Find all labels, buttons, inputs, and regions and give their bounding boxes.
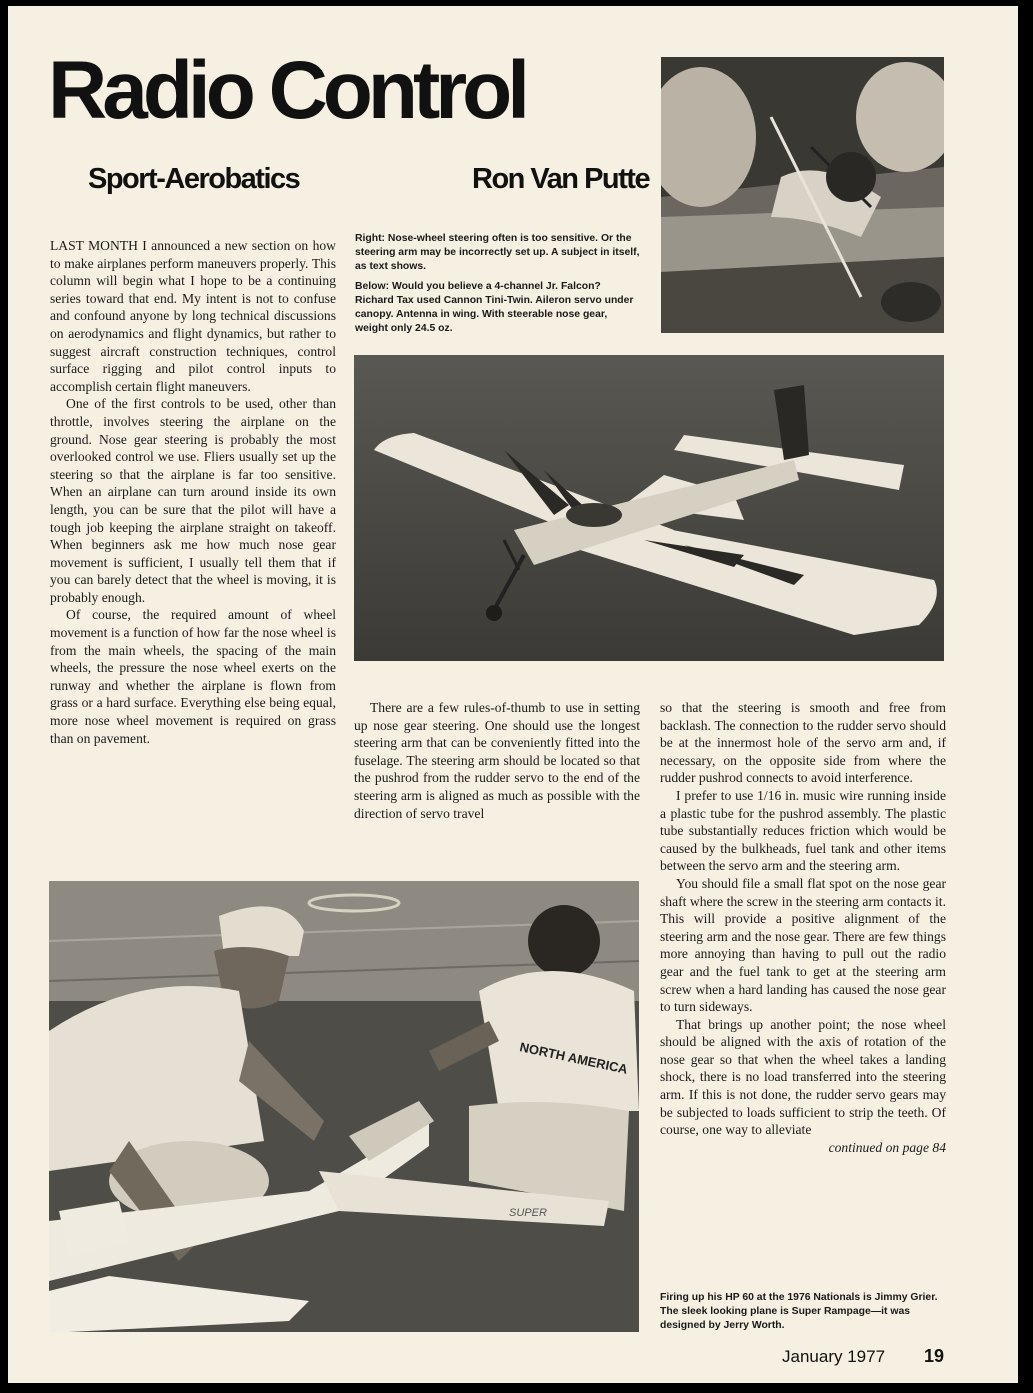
continued-note: continued on page 84 xyxy=(828,1139,946,1155)
article-paragraph: There are a few rules-of-thumb to use in setting up nose gear steering. One should use the longest steering arm that can be conveniently fitted into the fuselage. The steering arm should be located so that the pushrod from the rudder servo to the end of the steering arm is aligned as much as possible with the direction of servo travel xyxy=(354,700,640,821)
article-column-3 xyxy=(660,699,946,1156)
nationals-photo xyxy=(49,881,639,1332)
photo-captions xyxy=(355,232,640,336)
column-name: Sport-Aerobatics xyxy=(88,163,300,195)
page-number: 19 xyxy=(924,1346,945,1366)
right-photo-caption: Right: Nose-wheel steering often is too sensitive. Or the steering arm may be incorrectly set up. A subject in itself, as text shows. xyxy=(355,233,640,272)
article-paragraph: You should file a small flat spot on the nose gear shaft where the screw in the steering arm contacts it. This will provide a positive alignment of the steering arm and the nose gear. There are few things more annoying than having to pull out the radio gear and the fuel tank to get at the steering arm screw when a hard landing has caused the nose gear to turn sideways. xyxy=(660,875,946,1015)
nationals-photo-caption xyxy=(660,1291,946,1333)
jr-falcon-photo xyxy=(354,355,944,661)
article-column-2 xyxy=(354,699,640,822)
page-title: Radio Control xyxy=(48,45,526,136)
below-photo-caption: Below: Would you believe a 4-channel Jr. Falcon? Richard Tax used Cannon Tini-Twin. Aileron servo under canopy. Antenna in wing. With steerable nose gear, weight only 24.5 oz. xyxy=(355,281,634,334)
author-byline: Ron Van Putte xyxy=(472,163,650,195)
issue-date: January 1977 xyxy=(782,1347,886,1366)
wing-decal: SUPER xyxy=(509,1207,547,1219)
steering-arm-photo xyxy=(661,57,944,333)
article-paragraph: That brings up another point; the nose wheel should be aligned with the axis of rotation of the nose gear so that when the wheel takes a landing shock, there is no load transferred into the steering arm. If this is not done, the rudder servo gears may be subjected to loads sufficient to strip the teeth. Of course, one way to alleviate xyxy=(660,1016,946,1138)
bottom-caption-text: Firing up his HP 60 at the 1976 Nationals is Jimmy Grier. The sleek looking plane is Super Rampage—it was designed by Jerry Worth. xyxy=(660,1292,938,1331)
tshirt-lettering: NORTH AMERICA xyxy=(518,1039,630,1077)
article-paragraph: I prefer to use 1/16 in. music wire running inside a plastic tube for the pushrod assembly. The plastic tube substantially reduces friction which would be caused by the bulkheads, fuel tank and other items between the servo arm and the steering arm. xyxy=(660,787,946,874)
article-paragraph: LAST MONTH I announced a new section on how to make airplanes perform maneuvers properly. This column will begin what I hope to be a continuing series toward that end. My intent is not to confuse and confound anyone by long technical discussions on aerodynamics and flight dynamics, but rather to suggest aircraft construction techniques, control surface rigging and pilot control inputs to accomplish certain flight maneuvers. xyxy=(50,238,336,394)
article-column-1 xyxy=(50,237,336,747)
article-paragraph: Of course, the required amount of wheel movement is a function of how far the nose wheel is from the main wheels, the spacing of the main wheels, the pressure the nose wheel exerts on the runway and whether the airplane is flown from grass or a hard surface. Everything else being equal, more nose wheel movement is required on grass than on pavement. xyxy=(50,607,336,746)
article-paragraph: One of the first controls to be used, other than throttle, involves steering the airplane on the ground. Nose gear steering is probably the most overlooked control we use. Fliers usually set up the steering so that the airplane is far too sensitive. When an airplane can turn around inside its own length, you can be sure that the pilot will have a tough job keeping the airplane straight on takeoff. When beginners ask me how much nose gear movement is sufficient, I usually tell them that if you can barely detect that the wheel is moving, it is probably enough. xyxy=(50,396,336,605)
article-paragraph: so that the steering is smooth and free from backlash. The connection to the rudder servo should be at the innermost hole of the servo arm and, if necessary, on the opposite side from where the rudder pushrod connects to avoid interference. xyxy=(660,700,946,786)
